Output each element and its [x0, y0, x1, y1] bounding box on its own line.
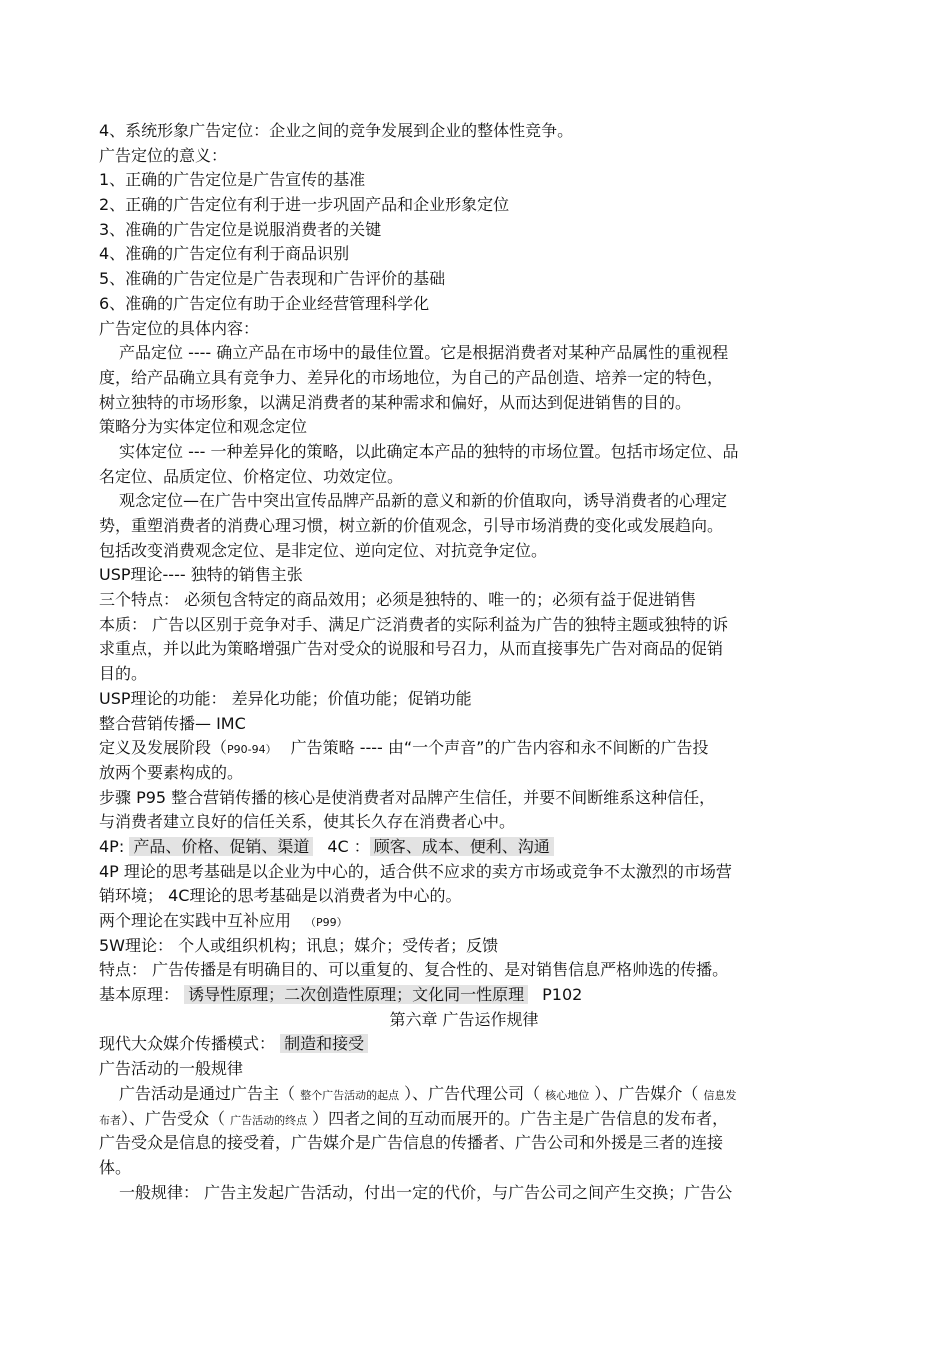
line-text: 两个理论在实践中互补应用 [99, 911, 292, 930]
paragraph-line: 求重点，并以此为策略增强广告对受众的说服和号召力，从而直接事先广告对商品的促销 [99, 639, 724, 659]
list-item: 4、准确的广告定位有利于商品识别 [99, 244, 350, 264]
paragraph-line: 步骤 P95 整合营销传播的核心是使消费者对品牌产生信任，并要不间断维系这种信任， [99, 787, 716, 807]
line-text: 4C ： [327, 836, 370, 856]
highlighted-text: 产品、价格、促销、渠道 [129, 837, 313, 856]
paragraph-line: 目的。 [99, 664, 148, 684]
line-text: ）、广告受众（ [121, 1108, 231, 1128]
paragraph-line: 本质： 广告以区别于竞争对手、满足广泛消费者的实际利益为广告的独特主题或独特的诉 [99, 614, 729, 634]
paragraph-line: 实体定位 --- 一种差异化的策略，以此确定本产品的独特的市场位置。包括市场定位、品 [119, 441, 739, 461]
comparison-line [99, 835, 829, 860]
section-heading: USP理论---- 独特的销售主张 [99, 565, 303, 585]
page-reference: P102 [542, 985, 583, 1005]
line-text: ）、广告媒介（ [589, 1083, 704, 1103]
list-item: 1、正确的广告定位是广告宣传的基准 [99, 170, 366, 190]
paragraph-line: 特点： 广告传播是有明确目的、可以重复的、复合性的、是对销售信息严格帅选的传播。 [99, 960, 729, 980]
highlighted-text: 顾客、成本、便利、沟通 [370, 837, 554, 856]
paragraph-line: 销环境； 4C理论的思考基础是以消费者为中心的。 [99, 886, 462, 906]
paragraph-line: 三个特点： 必须包含特定的商品效用；必须是独特的、唯一的；必须有益于促进销售 [99, 590, 697, 610]
line-text: ）、广告代理公司（ [399, 1083, 546, 1103]
chapter-title: 第六章 广告运作规律 [389, 1009, 539, 1029]
annotation: 整个广告活动的起点 [300, 1088, 400, 1102]
line-text: 基本原理： [99, 985, 185, 1005]
section-heading: 广告活动的一般规律 [99, 1059, 244, 1079]
highlighted-text: 制造和接受 [280, 1034, 368, 1053]
paragraph-line: 放两个要素构成的。 [99, 762, 244, 782]
page-reference: P90-94） [227, 743, 277, 757]
document-body [99, 119, 829, 1205]
paragraph-line: 势，重塑消费者的消费心理习惯，树立新的价值观念，引导市场消费的变化或发展趋向。 [99, 516, 724, 535]
paragraph-line: 5W理论： 个人或组织机构；讯息；媒介；受传者；反馈 [99, 935, 499, 955]
list-item: 2、正确的广告定位有利于进一步巩固产品和企业形象定位 [99, 195, 510, 215]
highlighted-text: 诱导性原理；二次创造性原理；文化同一性原理 [184, 985, 528, 1004]
section-heading: 整合营销传播— IMC [99, 713, 246, 733]
line-text: 4P: [99, 836, 130, 856]
paragraph-line: 体。 [99, 1157, 132, 1177]
annotation: 信息发 [703, 1088, 737, 1102]
paragraph-line [99, 983, 829, 1008]
paragraph-line [99, 1107, 829, 1132]
paragraph-line: 一般规律： 广告主发起广告活动，付出一定的代价，与广告公司之间产生交换；广告公 [119, 1182, 733, 1202]
line-text: 定义及发展阶段（ [99, 738, 228, 758]
paragraph-line: 与消费者建立良好的信任关系，使其长久存在消费者心中。 [99, 812, 516, 832]
page-reference: （P99） [305, 916, 348, 929]
paragraph-line: 包括改变消费观念定位、是非定位、逆向定位、对抗竞争定位。 [99, 540, 548, 560]
line-text: 广告策略 ---- 由“一个声音”的广告内容和永不间断的广告投 [290, 738, 709, 758]
text-line: 4、系统形象广告定位：企业之间的竞争发展到企业的整体性竞争。 [99, 121, 574, 140]
line-text: ）四者之间的互动而展开的。广告主是广告信息的发布者， [307, 1108, 729, 1128]
paragraph-line: 广告受众是信息的接受着，广告媒介是广告信息的传播者、广告公司和外援是三者的连接 [99, 1133, 724, 1153]
paragraph-line: 度，给产品确立具有竞争力、差异化的市场地位，为自己的产品创造、培养一定的特色， [99, 367, 724, 387]
paragraph-line: 树立独特的市场形象，以满足消费者的某种需求和偏好，从而达到促进销售的目的。 [99, 392, 692, 412]
section-heading: 广告定位的意义： [99, 145, 228, 165]
paragraph-line [99, 909, 829, 934]
section-heading: 策略分为实体定位和观念定位 [99, 417, 308, 437]
paragraph-line [99, 1082, 829, 1107]
list-item: 6、准确的广告定位有助于企业经营管理科学化 [99, 293, 430, 313]
paragraph-line: USP理论的功能： 差异化功能；价值功能；促销功能 [99, 688, 472, 708]
annotation: 核心地位 [545, 1088, 590, 1102]
paragraph-line [99, 736, 829, 761]
list-item: 5、准确的广告定位是广告表现和广告评价的基础 [99, 269, 446, 289]
section-heading: 广告定位的具体内容： [99, 318, 260, 338]
line-text: 广告活动是通过广告主（ [119, 1083, 301, 1103]
paragraph-line: 产品定位 ---- 确立产品在市场中的最佳位置。它是根据消费者对某种产品属性的重视程 [119, 343, 729, 363]
annotation: 广告活动的终点 [230, 1113, 308, 1127]
paragraph-line: 观念定位—在广告中突出宣传品牌产品新的意义和新的价值取向，诱导消费者的心理定 [119, 491, 728, 511]
paragraph-line: 4P 理论的思考基础是以企业为中心的，适合供不应求的卖方市场或竞争不太激烈的市场营 [99, 861, 732, 881]
list-item: 3、准确的广告定位是说服消费者的关键 [99, 219, 382, 239]
paragraph-line [99, 1032, 829, 1057]
annotation: 布者 [99, 1113, 121, 1127]
paragraph-line: 名定位、品质定位、价格定位、功效定位。 [99, 466, 404, 486]
line-text: 现代大众媒介传播模式： [99, 1034, 281, 1054]
